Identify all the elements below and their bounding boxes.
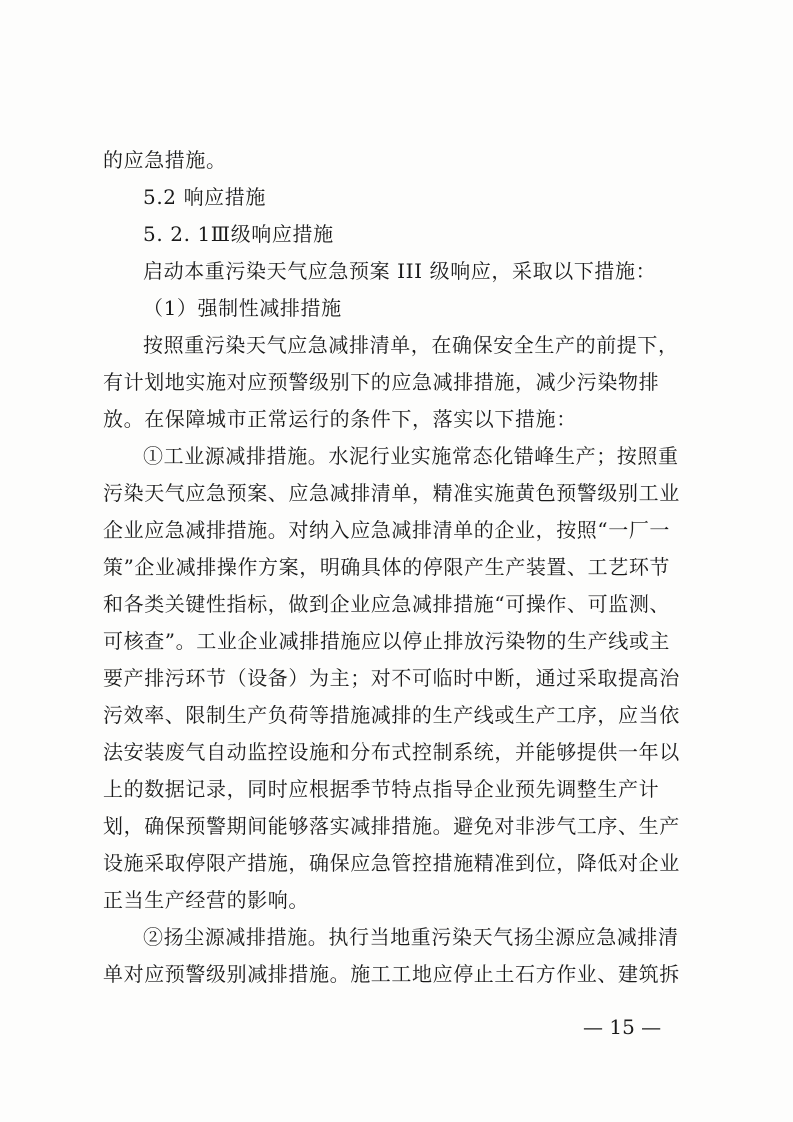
page-number: — 15 — — [583, 1015, 662, 1039]
subsection-heading: 5. 2. 1Ⅲ级响应措施 — [143, 222, 334, 246]
text-line: 污效率、限制生产负荷等措施减排的生产线或生产工序，应当依 — [103, 703, 680, 727]
text-line: 可核查”。工业企业减排措施应以停止排放污染物的生产线或主 — [103, 629, 671, 653]
text-line: 和各类关键性指标，做到企业应急减排措施“可操作、可监测、 — [103, 592, 671, 616]
text-line: 要产排污环节（设备）为主；对不可临时中断，通过采取提高治 — [103, 666, 680, 690]
text-line: 启动本重污染天气应急预案 III 级响应，采取以下措施： — [143, 259, 657, 283]
text-line: 单对应预警级别减排措施。施工工地应停止土石方作业、建筑拆 — [103, 962, 680, 986]
text-line: 的应急措施。 — [103, 148, 227, 172]
text-line: 正当生产经营的影响。 — [103, 888, 309, 912]
section-heading: 5.2 响应措施 — [143, 185, 266, 209]
text-line: 污染天气应急预案、应急减排清单，精准实施黄色预警级别工业 — [103, 481, 680, 505]
text-line: 放。在保障城市正常运行的条件下，落实以下措施： — [103, 407, 577, 431]
text-line: 企业应急减排措施。对纳入应急减排清单的企业，按照“一厂一 — [103, 518, 671, 542]
text-line: ①工业源减排措施。水泥行业实施常态化错峰生产；按照重 — [143, 444, 679, 468]
text-line: 策”企业减排操作方案，明确具体的停限产生产装置、工艺环节 — [103, 555, 671, 579]
text-line: 设施采取停限产措施，确保应急管控措施精准到位，降低对企业 — [103, 851, 680, 875]
text-line: 法安装废气自动监控设施和分布式控制系统，并能够提供一年以 — [103, 740, 680, 764]
text-line: 有计划地实施对应预警级别下的应急减排措施，减少污染物排 — [103, 370, 660, 394]
text-line: 划，确保预警期间能够落实减排措施。避免对非涉气工序、生产 — [103, 814, 680, 838]
text-line: ②扬尘源减排措施。执行当地重污染天气扬尘源应急减排清 — [143, 925, 679, 949]
text-line: 上的数据记录，同时应根据季节特点指导企业预先调整生产计 — [103, 777, 660, 801]
text-line: 按照重污染天气应急减排清单，在确保安全生产的前提下， — [143, 333, 679, 357]
item-heading: （1）强制性减排措施 — [143, 296, 342, 320]
